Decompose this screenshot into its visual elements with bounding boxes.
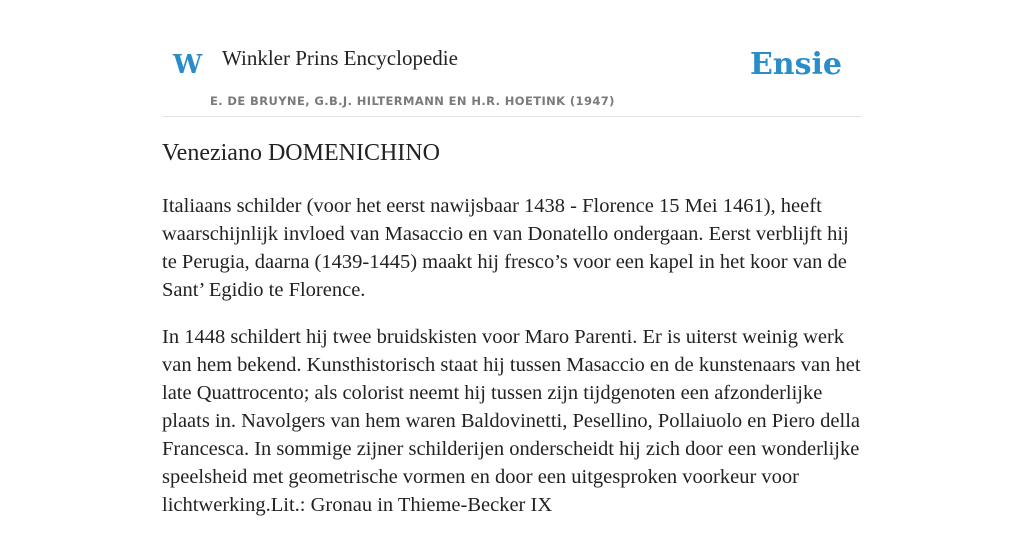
header: [162, 0, 862, 117]
article-body: [162, 192, 862, 538]
article-paragraph: In 1448 schildert hij twee bruidskisten voor Maro Parenti. Er is uiterst weinig werk van hem bekend. Kunsthistorisch staat hij tussen Masaccio en de kunstenaars van het late Quattrocento; als colorist neemt hij tussen zijn tijdgenoten een afzonderlijke plaats in. Navolgers van hem waren Baldovinetti, Pesellino, Pollaiuolo en Piero della Francesca. In sommige zijner schilderijen onderscheidt hij zich door een wonderlijke speelsheid met geometrische vormen en door een uitgesproken voorkeur voor lichtwerking.Lit.: Gronau in Thieme-Becker IX: [162, 326, 861, 516]
article-paragraph: Italiaans schilder (voor het eerst nawijsbaar 1438 - Florence 15 Mei 1461), heeft waarschijnlijk invloed van Masaccio en van Donatello ondergaan. Eerst verblijft hij te Perugia, daarna (1439-1445) maakt hij fresco’s voor een kapel in het koor van de Sant’ Egidio te Florence.: [162, 195, 849, 301]
article-title: Veneziano DOMENICHINO: [162, 140, 440, 166]
ensie-logo[interactable]: Ensie: [749, 47, 842, 82]
publication-authors: E. DE BRUYNE, G.B.J. HILTERMANN EN H.R. HOETINK (1947): [210, 94, 615, 108]
publication-logo[interactable]: W: [173, 50, 203, 80]
publication-title[interactable]: Winkler Prins Encyclopedie: [222, 46, 458, 70]
page-container: [162, 0, 862, 516]
